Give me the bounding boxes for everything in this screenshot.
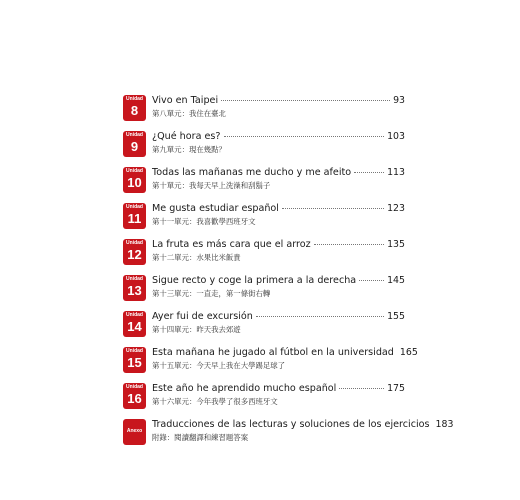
page-number: 175	[387, 383, 405, 394]
entry-title: Esta mañana he jugado al fútbol en la universidad	[152, 347, 394, 358]
leader-dots	[354, 171, 384, 173]
unit-number: 11	[127, 211, 142, 226]
leader-dots	[359, 279, 384, 281]
unit-number: 12	[127, 247, 142, 262]
entry-subtitle: 附錄：閱讀翻譯和練習題答案	[152, 433, 249, 442]
leader-dots	[256, 315, 384, 317]
unit-number: 9	[130, 139, 139, 154]
entry-title: ¿Qué hora es?	[152, 131, 221, 142]
toc-entry-unit-16[interactable]	[123, 380, 405, 416]
badge-word: Unidad	[126, 240, 143, 246]
leader-dots	[224, 135, 385, 137]
badge-word: Unidad	[126, 96, 143, 102]
entry-subtitle: 第十一單元：我喜歡學西班牙文	[152, 217, 256, 226]
entry-subtitle: 第十六單元：今年我學了很多西班牙文	[152, 397, 278, 406]
unit-number: 14	[127, 319, 142, 334]
toc-entry-unit-15[interactable]	[123, 344, 418, 380]
annex-badge	[123, 419, 146, 445]
entry-title: Sigue recto y coge la primera a la derecha	[152, 275, 357, 286]
page-number: 103	[387, 131, 405, 142]
unit-number: 8	[130, 103, 139, 118]
entry-subtitle: 第十五單元：今天早上我在大學踢足球了	[152, 361, 286, 370]
entry-subtitle: 第十四單元：昨天我去郊遊	[152, 325, 241, 334]
unit-number: 16	[127, 391, 142, 406]
unit-badge	[123, 383, 146, 409]
page-number: 113	[387, 167, 405, 178]
unit-badge	[123, 95, 146, 121]
unit-badge	[123, 167, 146, 193]
entry-subtitle: 第十三單元：一直走，第一條街右轉	[152, 289, 271, 298]
unit-badge	[123, 203, 146, 229]
entry-title: Vivo en Taipei	[152, 95, 219, 106]
leader-dots	[314, 243, 384, 245]
entry-title: La fruta es más cara que el arroz	[152, 239, 311, 250]
entry-subtitle: 第八單元：我住在臺北	[152, 109, 226, 118]
page-number: 183	[435, 419, 454, 430]
toc-entry-unit-10[interactable]	[123, 164, 405, 200]
unit-badge	[123, 239, 146, 265]
badge-word: Anexo	[126, 428, 143, 434]
leader-dots	[339, 387, 384, 389]
badge-word: Unidad	[126, 384, 143, 390]
badge-word: Unidad	[126, 168, 143, 174]
entry-title: Traducciones de las lecturas y soluciones de los ejercicios	[152, 419, 430, 430]
entry-title: Este año he aprendido mucho español	[152, 383, 337, 394]
entry-subtitle: 第九單元：現在幾點？	[152, 145, 226, 154]
unit-badge	[123, 131, 146, 157]
page-number: 135	[387, 239, 405, 250]
badge-word: Unidad	[126, 348, 143, 354]
leader-dots	[282, 207, 384, 209]
entry-title: Me gusta estudiar español	[152, 203, 279, 214]
entry-title: Ayer fui de excursión	[152, 311, 253, 322]
entry-subtitle: 第十二單元：水果比米飯貴	[152, 253, 241, 262]
page-number: 123	[387, 203, 405, 214]
page-number: 93	[393, 95, 405, 106]
unit-number: 10	[127, 175, 142, 190]
leader-dots	[221, 99, 390, 101]
badge-word: Unidad	[126, 276, 143, 282]
toc-entry-unit-11[interactable]	[123, 200, 405, 236]
page-number: 145	[387, 275, 405, 286]
toc-entry-annex[interactable]	[123, 416, 454, 452]
unit-badge	[123, 311, 146, 337]
toc-entry-unit-14[interactable]	[123, 308, 405, 344]
toc-entry-unit-12[interactable]	[123, 236, 405, 272]
badge-word: Unidad	[126, 204, 143, 210]
unit-number: 15	[127, 355, 142, 370]
page-number: 165	[399, 347, 418, 358]
unit-badge	[123, 275, 146, 301]
toc-entry-unit-9[interactable]	[123, 128, 405, 164]
table-of-contents	[123, 92, 454, 452]
unit-badge	[123, 347, 146, 373]
badge-word: Unidad	[126, 132, 143, 138]
unit-number: 13	[127, 283, 142, 298]
entry-subtitle: 第十單元：我每天早上洗澡和刮鬍子	[152, 181, 271, 190]
page-number: 155	[387, 311, 405, 322]
badge-word: Unidad	[126, 312, 143, 318]
toc-entry-unit-13[interactable]	[123, 272, 405, 308]
entry-title: Todas las mañanas me ducho y me afeito	[152, 167, 352, 178]
toc-entry-unit-8[interactable]	[123, 92, 405, 128]
